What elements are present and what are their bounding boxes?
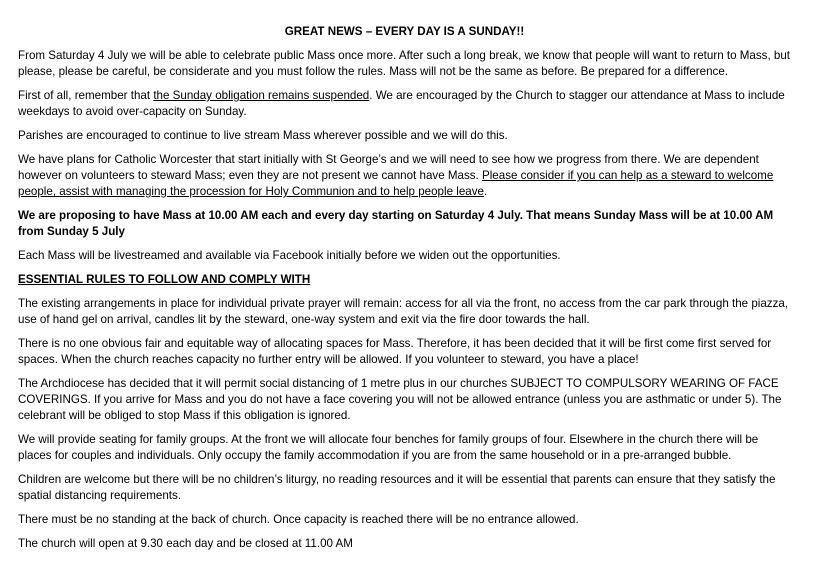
paragraph-allocation: There is no one obvious fair and equitable way of allocating spaces for Mass. Therefore, it has been decided that it will be first come first served for spaces. When the church reaches capacity no further entry will be allowed. If you volunteer to steward, you have a place! — [18, 337, 772, 366]
paragraph-intro: From Saturday 4 July we will be able to celebrate public Mass once more. After such a long break, we know that people will want to return to Mass, but please, please be careful, be considerate and you must follow the rules. Mass will not be the same as before. Be prepared for a difference. — [18, 49, 791, 78]
paragraph-stewards — [18, 152, 791, 200]
paragraph-private-prayer: The existing arrangements in place for individual private prayer will remain: access for all via the front, no access from the car park through the piazza, use of hand gel on arrival, candles lit by the steward, one-way system and exit via the fire door towards the hall. — [18, 297, 789, 326]
paragraph-text: We have plans for Catholic Worcester that start initially with St George’s and we will need to see how we progress from there. We are dependent however on volunteers to steward Mass; even they are not present we cannot have Mass. — [18, 153, 759, 182]
paragraph-mass-times: We are proposing to have Mass at 10.00 AM each and every day starting on Saturday 4 July. That means Sunday Mass will be at 10.00 AM from Sunday 5 July — [18, 209, 774, 238]
paragraph-text: . — [483, 185, 488, 198]
paragraph-face-coverings: The Archdiocese has decided that it will permit social distancing of 1 metre plus in our churches SUBJECT TO COMPULSORY WEARING OF FACE COVERINGS. If you arrive for Mass and you do not have a face covering you will not be allowed entrance (unless you are asthmatic or under 5). The celebrant will be obliged to stop Mass if this obligation is ignored. — [18, 377, 782, 422]
underlined-text-steward-request: Please consider if you can help as a steward to welcome people, assist with managing the procession for Holy Communion and to help people leave — [18, 169, 774, 198]
paragraph-facebook: Each Mass will be livestreamed and available via Facebook initially before we widen out the opportunities. — [18, 249, 561, 262]
underlined-text-sunday-obligation: the Sunday obligation remains suspended — [153, 89, 370, 102]
paragraph-sunday-obligation — [18, 88, 791, 120]
paragraph-livestream: Parishes are encouraged to continue to live stream Mass wherever possible and we will do this. — [18, 129, 508, 142]
paragraph-text: . We are encouraged by the Church to stagger our attendance at Mass to include weekdays to avoid over-capacity on Sunday. — [18, 89, 785, 118]
section-heading-essential-rules: ESSENTIAL RULES TO FOLLOW AND COMPLY WITH — [18, 273, 311, 286]
paragraph-opening-hours: The church will open at 9.30 each day and be closed at 11.00 AM — [18, 537, 353, 550]
paragraph-family-seating: We will provide seating for family groups. At the front we will allocate four benches for family groups of four. Elsewhere in the church there will be places for couples and individuals. Only occupy the family accommodation if you are from the same household or in a pre-arranged bubble. — [18, 433, 759, 462]
paragraph-text: First of all, remember that — [18, 89, 154, 102]
document-title: GREAT NEWS – EVERY DAY IS A SUNDAY!! — [284, 25, 525, 38]
paragraph-no-standing: There must be no standing at the back of church. Once capacity is reached there will be no entrance allowed. — [18, 513, 579, 526]
paragraph-children: Children are welcome but there will be no children’s liturgy, no reading resources and it will be essential that parents can ensure that they satisfy the spatial distancing requirements. — [18, 473, 776, 502]
